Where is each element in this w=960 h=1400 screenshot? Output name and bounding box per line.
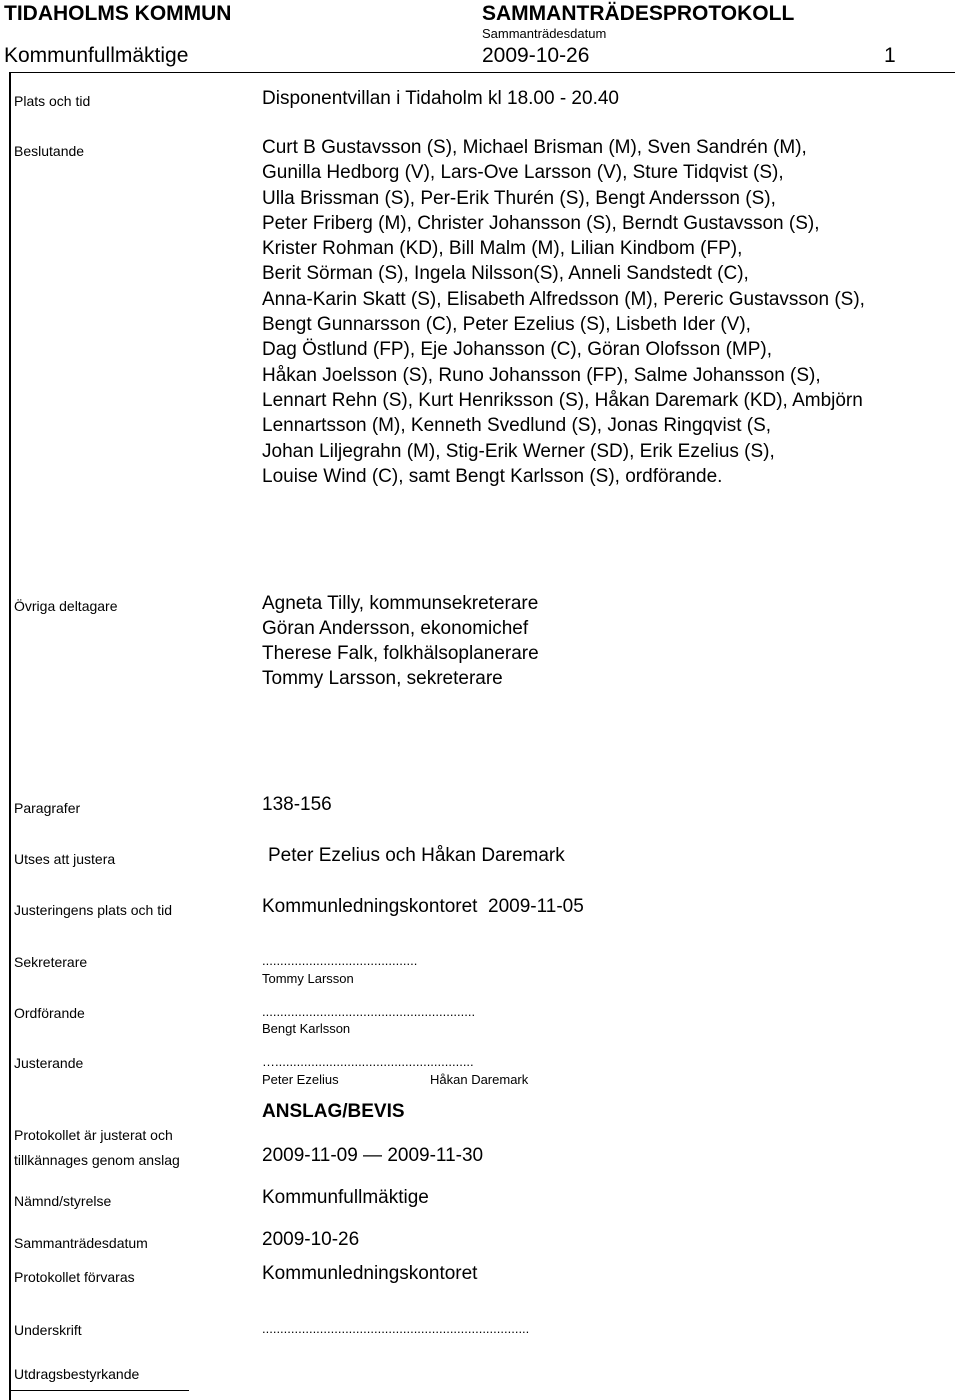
adjust-place-value: Kommunledningskontoret 2009-11-05	[262, 896, 584, 917]
attendee-line: Tommy Larsson, sekreterare	[262, 668, 503, 689]
header-divider	[9, 72, 955, 73]
member-line: Lennart Rehn (S), Kurt Henriksson (S), Håkan Daremark (KD), Ambjörn	[262, 389, 863, 411]
others-label: Övriga deltagare	[14, 598, 118, 614]
other-attendees	[262, 591, 539, 691]
member-line: Curt B Gustavsson (S), Michael Brisman (M), Sven Sandrén (M),	[262, 137, 807, 158]
paragraphs-value: 138-156	[262, 794, 332, 815]
member-line: Lennartsson (M), Kenneth Svedlund (S), Jonas Ringqvist (S,	[262, 415, 772, 437]
member-line: Louise Wind (C), samt Bengt Karlsson (S), ordförande.	[262, 465, 723, 487]
chair-signature-line: ...........................................................	[262, 1004, 476, 1019]
member-line: Peter Friberg (M), Christer Johansson (S), Berndt Gustavsson (S),	[262, 212, 820, 234]
member-line: Johan Liljegrahn (M), Stig-Erik Werner (SD), Erik Ezelius (S),	[262, 440, 775, 462]
attendee-line: Therese Falk, folkhälsoplanerare	[262, 643, 539, 664]
secretary-label: Sekreterare	[14, 954, 88, 970]
notice-date-label: Sammanträdesdatum	[14, 1235, 148, 1251]
member-line: Berit Sörman (S), Ingela Nilsson(S), Anneli Sandstedt (C),	[262, 263, 749, 285]
place-value: Disponentvillan i Tidaholm kl 18.00 - 20.40	[262, 88, 619, 109]
adjuster-name-1: Peter Ezelius	[262, 1072, 339, 1087]
posted-label-line-1: Protokollet är justerat och	[14, 1127, 173, 1143]
posted-period: 2009-11-09 ― 2009-11-30	[262, 1145, 484, 1166]
member-line: Håkan Joelsson (S), Runo Johansson (FP), Salme Johansson (S),	[262, 364, 821, 386]
attendee-line: Agneta Tilly, kommunsekreterare	[262, 593, 539, 614]
board-label: Nämnd/styrelse	[14, 1193, 112, 1209]
adjusters-value: Peter Ezelius och Håkan Daremark	[268, 845, 565, 866]
left-border	[9, 72, 11, 1400]
notice-title: ANSLAG/BEVIS	[262, 1101, 405, 1122]
member-line: Bengt Gunnarsson (C), Peter Ezelius (S), Lisbeth Ider (V),	[262, 314, 751, 336]
deciding-label: Beslutande	[14, 143, 85, 159]
posted-label-line-2: tillkännages genom anslag	[14, 1152, 180, 1168]
bottom-divider	[9, 1390, 189, 1391]
document-type: SAMMANTRÄDESPROTOKOLL	[482, 2, 795, 25]
chair-name: Bengt Karlsson	[262, 1021, 351, 1036]
adjuster-label: Justerande	[14, 1055, 84, 1071]
chair-label: Ordförande	[14, 1005, 85, 1021]
paragraphs-label: Paragrafer	[14, 800, 81, 816]
page-number: 1	[884, 44, 896, 67]
meeting-date: 2009-10-26	[482, 44, 590, 67]
board-value: Kommunfullmäktige	[262, 1187, 429, 1208]
deciding-members	[262, 135, 865, 489]
extract-label: Utdragsbestyrkande	[14, 1366, 140, 1382]
org-name: TIDAHOLMS KOMMUN	[4, 2, 232, 25]
place-label: Plats och tid	[14, 93, 91, 109]
stored-value: Kommunledningskontoret	[262, 1263, 478, 1284]
adjusters-label: Utses att justera	[14, 851, 116, 867]
member-line: Anna-Karin Skatt (S), Elisabeth Alfredsson (M), Pereric Gustavsson (S),	[262, 288, 865, 310]
adjuster-signature-line: ….......................................................	[262, 1054, 474, 1069]
secretary-name: Tommy Larsson	[262, 971, 354, 986]
member-line: Ulla Brissman (S), Per-Erik Thurén (S), Bengt Andersson (S),	[262, 187, 776, 209]
adjust-place-label: Justeringens plats och tid	[14, 902, 172, 918]
signature-label: Underskrift	[14, 1322, 82, 1338]
adjuster-name-2: Håkan Daremark	[430, 1072, 529, 1087]
member-line: Krister Rohman (KD), Bill Malm (M), Lilian Kindbom (FP),	[262, 238, 743, 260]
member-line: Gunilla Hedborg (V), Lars-Ove Larsson (V), Sture Tidqvist (S),	[262, 162, 784, 184]
assembly-name: Kommunfullmäktige	[4, 44, 189, 67]
stored-label: Protokollet förvaras	[14, 1269, 135, 1285]
notice-date-value: 2009-10-26	[262, 1229, 360, 1250]
secretary-signature-line: ...........................................	[262, 953, 418, 968]
attendee-line: Göran Andersson, ekonomichef	[262, 618, 529, 639]
member-line: Dag Östlund (FP), Eje Johansson (C), Göran Olofsson (MP),	[262, 339, 773, 361]
signature-line: ..........................................................................	[262, 1321, 530, 1336]
date-caption: Sammanträdesdatum	[482, 26, 607, 41]
